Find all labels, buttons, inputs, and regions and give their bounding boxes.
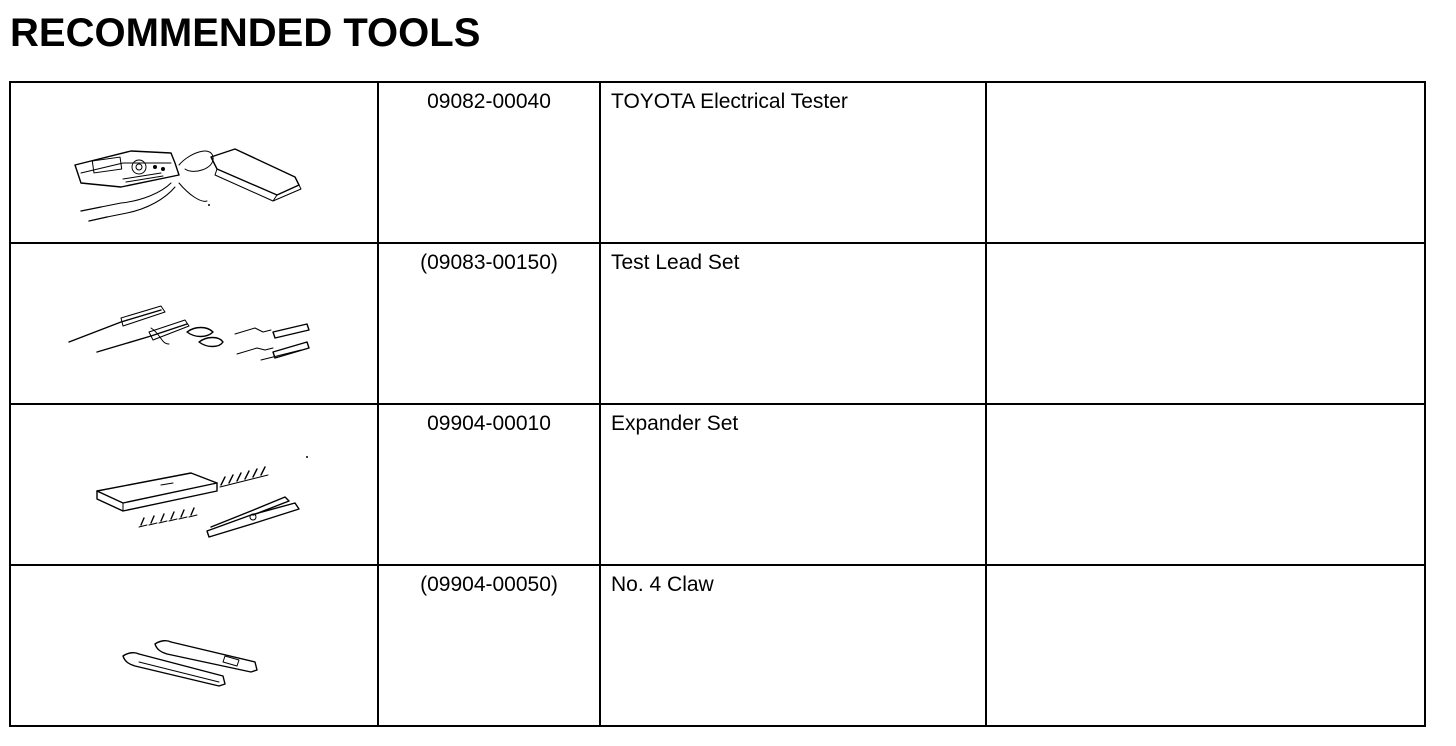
table-row	[10, 82, 1425, 243]
part-number: (09904-00050)	[420, 573, 558, 596]
tools-table	[9, 81, 1426, 727]
note-cell	[986, 404, 1425, 565]
tool-image-cell	[10, 565, 378, 726]
tool-image-cell	[10, 404, 378, 565]
part-number-cell	[378, 82, 600, 243]
tool-name: TOYOTA Electrical Tester	[611, 90, 848, 113]
electrical-tester-icon	[11, 83, 377, 242]
tool-name-cell	[600, 565, 986, 726]
note-cell	[986, 565, 1425, 726]
part-number-cell	[378, 404, 600, 565]
tool-name: Test Lead Set	[611, 251, 740, 274]
part-number: 09082-00040	[427, 90, 551, 113]
tool-image-cell	[10, 82, 378, 243]
test-lead-set-icon	[11, 244, 377, 403]
tool-name-cell	[600, 82, 986, 243]
tool-name: No. 4 Claw	[611, 573, 714, 596]
part-number: 09904-00010	[427, 412, 551, 435]
tool-name-cell	[600, 243, 986, 404]
note-cell	[986, 82, 1425, 243]
claw-icon	[11, 566, 377, 725]
part-number-cell	[378, 565, 600, 726]
page-title: RECOMMENDED TOOLS	[10, 11, 481, 55]
tool-name-cell	[600, 404, 986, 565]
expander-set-icon	[11, 405, 377, 564]
tool-image-cell	[10, 243, 378, 404]
tool-name: Expander Set	[611, 412, 739, 435]
table-row	[10, 404, 1425, 565]
table-row	[10, 243, 1425, 404]
part-number: (09083-00150)	[420, 251, 558, 274]
note-cell	[986, 243, 1425, 404]
table-row	[10, 565, 1425, 726]
part-number-cell	[378, 243, 600, 404]
